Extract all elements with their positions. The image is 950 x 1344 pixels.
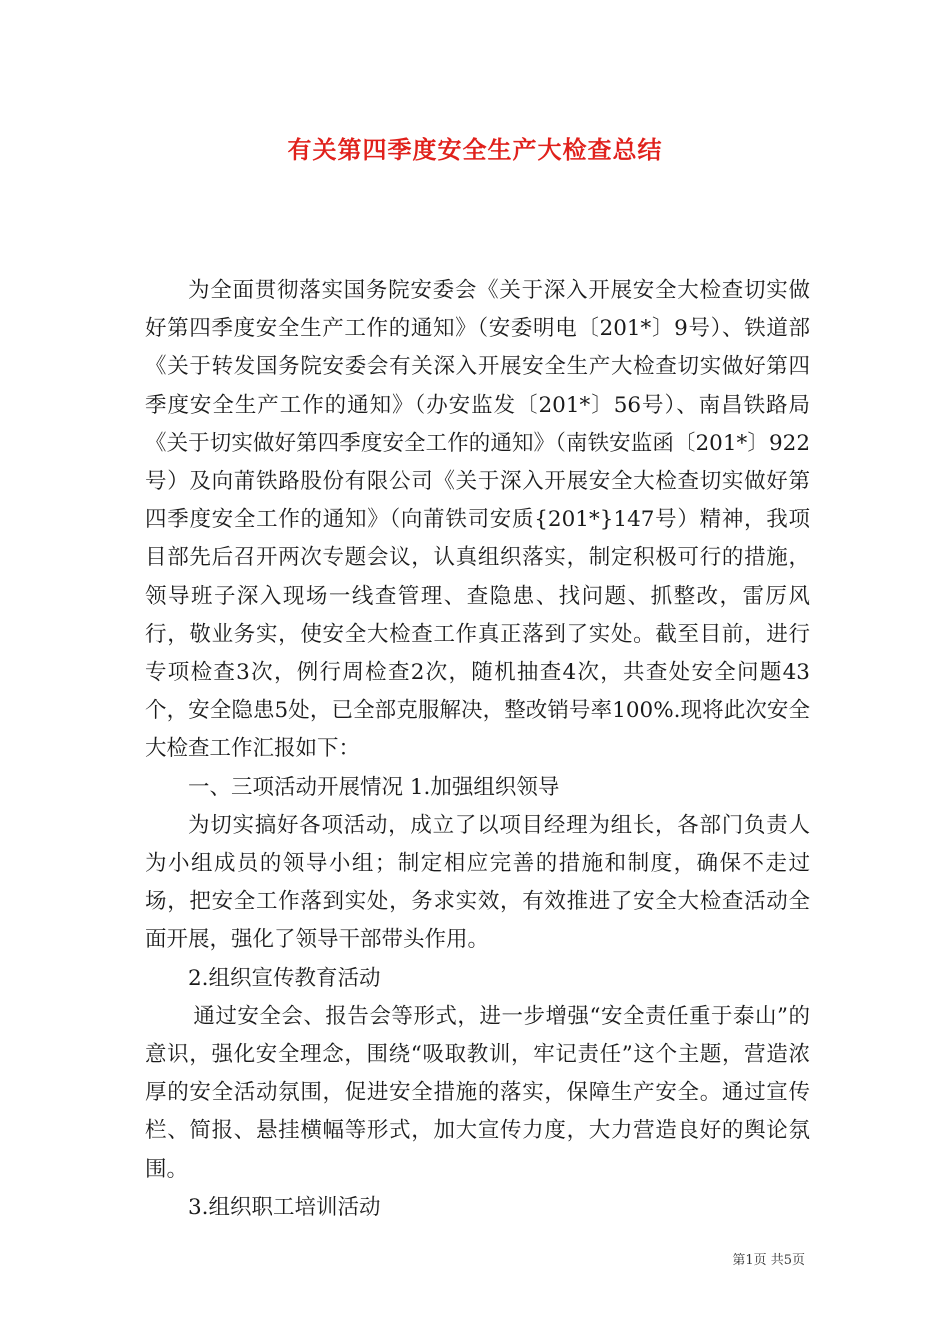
document-body (145, 272, 810, 1227)
paragraph-subheading-training: 3.组织职工培训活动 (188, 1194, 381, 1220)
paragraph-subheading-education: 2.组织宣传教育活动 (188, 965, 381, 991)
paragraph-leadership: 为切实搞好各项活动，成立了以项目经理为组长，各部门负责人为小组成员的领导小组；制定相应完善的措施和制度，确保不走过场，把安全工作落到实处，务求实效，有效推进了安全大检查活动全面开展，强化了领导干部带头作用。 (145, 812, 810, 953)
document-title: 有关第四季度安全生产大检查总结 (287, 135, 663, 164)
paragraph-intro: 为全面贯彻落实国务院安委会《关于深入开展安全大检查切实做好第四季度安全生产工作的通知》（安委明电〔201*〕9号）、铁道部《关于转发国务院安委会有关深入开展安全生产大检查切实做好第四季度安全生产工作的通知》（办安监发〔201*〕56号）、南昌铁路局《关于切实做好第四季度安全工作的通知》（南铁安监函〔201*〕922号）及向莆铁路股份有限公司《关于深入开展安全大检查切实做好第四季度安全工作的通知》（向莆铁司安质{201*}147号）精神，我项目部先后召开两次专题会议，认真组织落实，制定积极可行的措施，领导班子深入现场一线查管理、查隐患、找问题、抓整改，雷厉风行，敬业务实，使安全大检查工作真正落到了实处。截至目前，进行专项检查3次，例行周检查2次，随机抽查4次，共查处安全问题43个，安全隐患5处，已全部克服解决，整改销号率100%.现将此次安全大检查工作汇报如下： (145, 278, 810, 762)
paragraph-section-heading: 一、三项活动开展情况 1.加强组织领导 (188, 774, 560, 800)
page-number-footer: 第1页 共5页 (732, 1253, 805, 1268)
paragraph-education: 通过安全会、报告会等形式，进一步增强“安全责任重于泰山”的意识，强化安全理念，围绕“吸取教训，牢记责任”这个主题，营造浓厚的安全活动氛围，促进安全措施的落实，保障生产安全。通过宣传栏、简报、悬挂横幅等形式，加大宣传力度，大力营造良好的舆论氛围。 (145, 1003, 810, 1182)
